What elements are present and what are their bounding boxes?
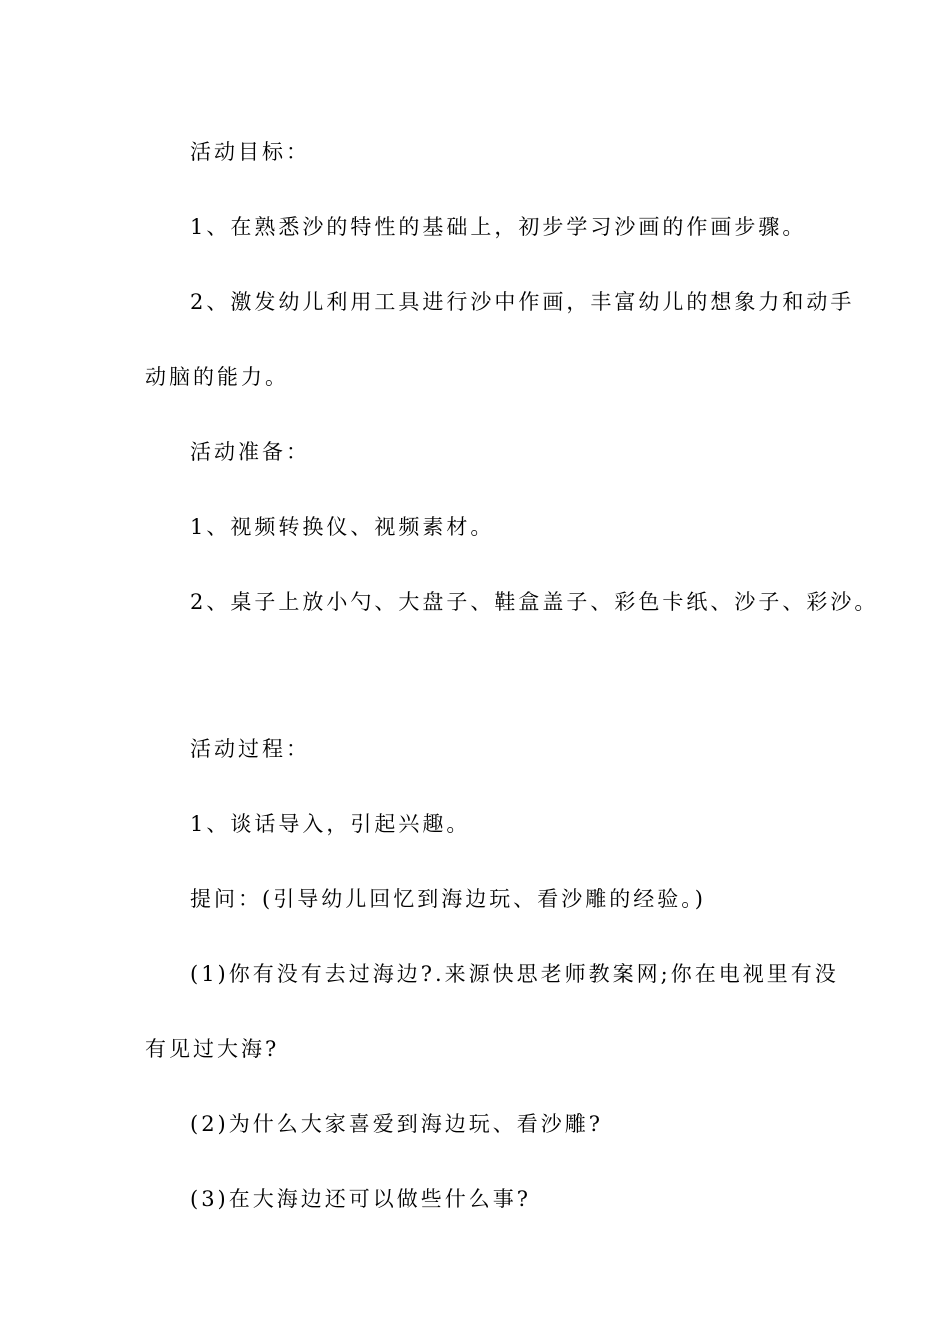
prep-item-1: 1、视频转换仪、视频素材。 xyxy=(190,515,495,539)
goal-item-2-line-1: 2、激发幼儿利用工具进行沙中作画，丰富幼儿的想象力和动手 xyxy=(190,290,855,314)
question-intro: 提问：(引导幼儿回忆到海边玩、看沙雕的经验。) xyxy=(190,887,706,911)
process-item-1: 1、谈话导入，引起兴趣。 xyxy=(190,812,471,836)
prep-heading: 活动准备： xyxy=(190,440,310,464)
goal-item-1: 1、在熟悉沙的特性的基础上，初步学习沙画的作画步骤。 xyxy=(190,215,807,239)
question-1-line-2: 有见过大海? xyxy=(145,1037,280,1061)
question-1-line-1: (1)你有没有去过海边?.来源快思老师教案网;你在电视里有没 xyxy=(190,962,839,986)
goal-item-2-line-2: 动脑的能力。 xyxy=(145,365,289,389)
question-3: (3)在大海边还可以做些什么事? xyxy=(190,1187,532,1211)
question-2: (2)为什么大家喜爱到海边玩、看沙雕? xyxy=(190,1112,604,1136)
prep-item-2: 2、桌子上放小勺、大盘子、鞋盒盖子、彩色卡纸、沙子、彩沙。 xyxy=(190,590,879,614)
goals-heading: 活动目标： xyxy=(190,140,310,164)
process-heading: 活动过程： xyxy=(190,737,310,761)
